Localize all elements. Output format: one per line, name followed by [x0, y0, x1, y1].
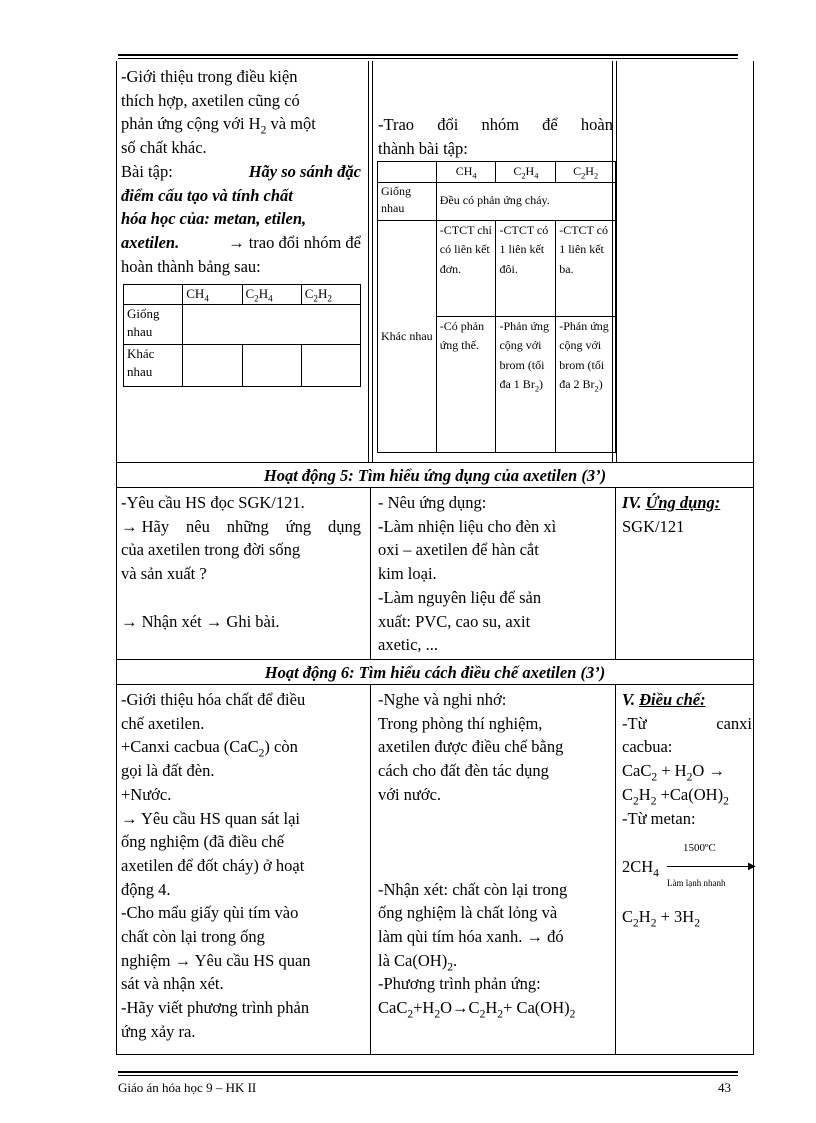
row-divider	[116, 462, 754, 463]
section-5-student: - Nêu ứng dụng: -Làm nhiện liệu cho đèn xì oxi – axetilen để hàn cắt kim loại. -Làm nguyên liệu để sản xuất: PVC, cao su, axit axetic, ...	[378, 493, 557, 655]
table-border-right	[753, 61, 754, 1054]
section-5-title: Hoạt động 5: Tìm hiểu ứng dụng của axetilen (3’)	[263, 466, 607, 485]
cooling-condition: Làm lạnh nhanh	[667, 878, 726, 888]
ch4-reaction: -Có phản ứng thế.	[436, 316, 496, 452]
section-6-teacher: -Giới thiệu hóa chất để điều chế axetilen. +Canxi cacbua (CaC$_2$) còn gọi là đất đèn. +Nước. → Yêu cầu HS quan sát lại ống nghiệm (đã điều chế axetilen để đốt cháy) ở hoạt động 4. -Cho mẩu giấy qùi tím vào chất còn lại trong ống nghiệm → Yêu cầu HS quan sát và nhận xét. -Hãy viết phương trình phản ứng xảy ra.	[121, 690, 311, 1041]
reaction-arrow	[667, 866, 751, 867]
student-intro: -Trao đổi nhóm để hoàn thành bài tập:	[378, 115, 613, 158]
row-label-same: Giống nhau	[124, 305, 183, 345]
table-border-left	[116, 61, 117, 1054]
c2h4-structure: -CTCT có 1 liên kết đôi.	[496, 220, 556, 316]
section-6-student: -Nghe và nghi nhớ: Trong phòng thí nghiệm, axetilen được điều chế bằng cách cho đất đèn tác dụng với nước. -Nhận xét: chất còn lại trong ống nghiệm là chất lỏng và làm qùi tím hóa xanh. → đó là $Ca(OH)_2$. -Phương trình phản ứng: $CaC_2+H_2O\to C_2H_2+ Ca(OH)_2$	[378, 688, 613, 1020]
row-label-same: Giống nhau	[378, 182, 437, 220]
c2h2-structure: -CTCT có 1 liên kết ba.	[556, 220, 616, 316]
footer-rule-thin	[118, 1075, 738, 1076]
header-rule	[118, 54, 738, 56]
answer-compare-table: $CH_4$ $C_2H_4$ $C_2H_2$ Giống nhau Đều có phản ứng cháy. Khác nhau -CTCT chỉ có liên kết đơn. -CTCT có 1 liên kết đôi. -CTCT có 1 liên kết ba. -Có phản ứng thế. -Phản ứng cộng với brom (tối đa 1 $Br_2$) -Phản ứng cộng với brom (tối đa 2 $Br_2$)	[377, 161, 616, 453]
column-divider	[615, 487, 616, 659]
ch4-structure: -CTCT chỉ có liên kết đơn.	[436, 220, 496, 316]
same-value: Đều có phản ứng cháy.	[436, 182, 615, 220]
c2h4-reaction: -Phản ứng cộng với brom (tối đa 1 $Br_2$)	[496, 316, 556, 452]
column-divider	[370, 684, 371, 1054]
arrow-head-icon: ▶	[748, 861, 756, 872]
row-divider	[116, 684, 754, 685]
temperature-label: 1500ºC	[683, 842, 716, 854]
section-6-content: V. Điều chế: -Từ canxi cacbua: $CaC_2 + H_2O$ → $C_2H_2 +Ca(OH)_2$ -Từ metan:	[622, 690, 752, 828]
header-rule-thin	[118, 58, 738, 59]
section-6-title: Hoạt động 6: Tìm hiểu cách điều chế axetilen (3’)	[264, 663, 606, 682]
column-divider	[615, 684, 616, 1054]
row-divider	[116, 1054, 754, 1055]
teacher-intro: -Giới thiệu trong điều kiện thích hợp, axetilen cũng có phản ứng cộng với $H_2$ và một số chất khác.	[121, 67, 316, 158]
row-label-diff: Khác nhau	[378, 220, 437, 452]
section-5-teacher: -Yêu cầu HS đọc SGK/121. → Hãy nêu những ứng dụng của axetilen trong đời sống và sản xuất ? → Nhận xét → Ghi bài.	[121, 493, 361, 631]
row-label-diff: Khác nhau	[124, 345, 183, 387]
acetylene-products: $C_2H_2 + 3H_2$	[622, 907, 701, 930]
c2h2-reaction: -Phản ứng cộng với brom (tối đa 2 $Br_2$)	[556, 316, 616, 452]
footer-rule	[118, 1071, 738, 1073]
row-divider	[116, 487, 754, 488]
methane-reactant: $2CH_4$	[622, 857, 659, 880]
column-divider	[368, 61, 373, 462]
page-number: 43	[718, 1080, 731, 1095]
section-5-content: IV. Ứng dụng: SGK/121	[622, 493, 721, 536]
row-divider	[116, 659, 754, 660]
reaction-equation: $CaC_2+H_2O\to C_2H_2+ Ca(OH)_2$	[378, 998, 576, 1021]
exercise-text: Bài tập: Hãy so sánh đặc điểm cấu tạo và tính chất hóa học của: metan, etilen, axetilen. → trao đổi nhóm để hoàn thành bảng sau:	[121, 162, 361, 276]
column-divider	[370, 487, 371, 659]
blank-compare-table: $CH_4$ $C_2H_4$ $C_2H_2$ Giống nhau Khác nhau	[123, 284, 361, 387]
footer-title: Giáo án hóa học 9 – HK II	[118, 1080, 257, 1095]
